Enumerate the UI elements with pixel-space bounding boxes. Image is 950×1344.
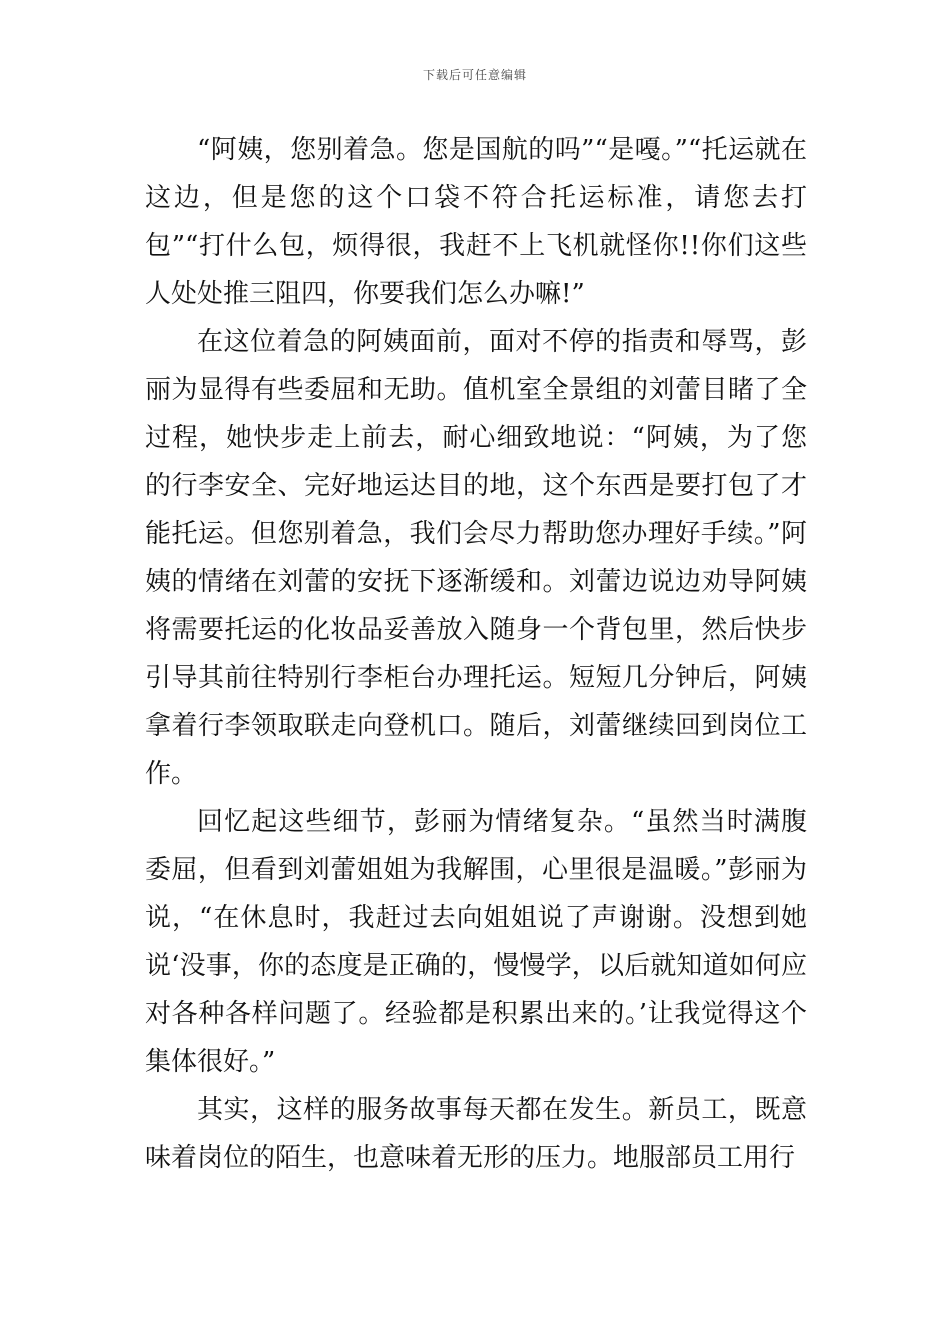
header-note: 下载后可任意编辑 bbox=[422, 68, 527, 82]
document-body bbox=[145, 126, 807, 1182]
paragraph-2: 在这位着急的阿姨面前，面对不停的指责和辱骂，彭丽为显得有些委屈和无助。值机室全景组的刘蕾目睹了全过程，她快步走上前去，耐心细致地说：“阿姨，为了您的行李安全、完好地运达目的地，这个东西是要打包了才能托运。但您别着急，我们会尽力帮助您办理好手续。”阿姨的情绪在刘蕾的安抚下逐渐缓和。刘蕾边说边劝导阿姨将需要托运的化妆品妥善放入随身一个背包里，然后快步引导其前往特别行李柜台办理托运。短短几分钟后，阿姨拿着行李领取联走向登机口。随后，刘蕾继续回到岗位工作。 bbox=[145, 327, 807, 789]
paragraph-3: 回忆起这些细节，彭丽为情绪复杂。“虽然当时满腹委屈，但看到刘蕾姐姐为我解围，心里很是温暖。”彭丽为说，“在休息时，我赶过去向姐姐说了声谢谢。没想到她说‘没事，你的态度是正确的，慢慢学，以后就知道如何应对各种各样问题了。经验都是积累出来的。’让我觉得这个集体很好。” bbox=[145, 807, 807, 1077]
paragraph-4: 其实，这样的服务故事每天都在发生。新员工，既意味着岗位的陌生，也意味着无形的压力。地服部员工用行 bbox=[145, 1095, 807, 1173]
paragraph-1: “阿姨，您别着急。您是国航的吗”“是嘠。”“托运就在这边，但是您的这个口袋不符合托运标准，请您去打包”“打什么包，烦得很，我赶不上飞机就怪你!!你们这些人处处推三阻四，你要我们怎么办嘛!” bbox=[145, 135, 807, 309]
